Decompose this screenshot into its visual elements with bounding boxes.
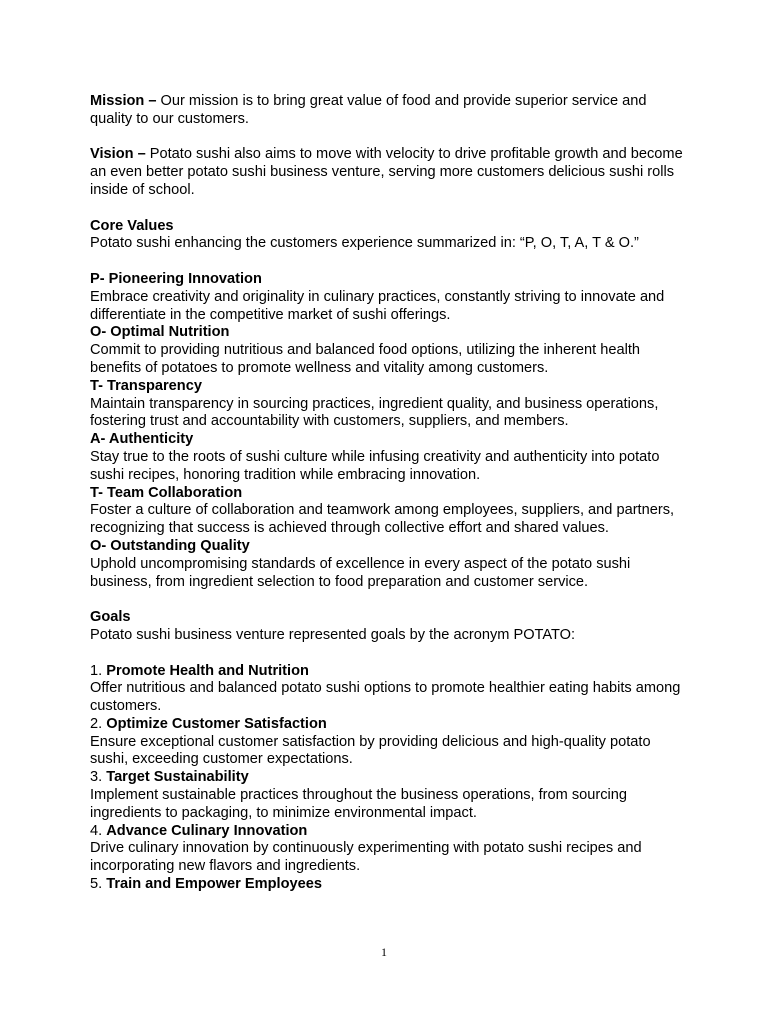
goal-title: 5. Train and Empower Employees xyxy=(90,876,322,893)
core-value-text: Uphold uncompromising standards of excellence in every aspect of the potato sushi business, from ingredient selection to food preparation and customer service. xyxy=(90,555,631,590)
vision-paragraph xyxy=(90,146,688,199)
goal-text: Offer nutritious and balanced potato sushi options to promote healthier eating habits among customers. xyxy=(90,680,681,715)
core-values-heading: Core Values xyxy=(90,217,174,234)
goal-text: Drive culinary innovation by continuously experimenting with potato sushi recipes and incorporating new flavors and ingredients. xyxy=(90,840,642,875)
goal-number: 1. xyxy=(90,662,103,679)
goals-heading: Goals xyxy=(90,609,131,626)
goal-title: 4. Advance Culinary Innovation xyxy=(90,822,308,839)
core-value-text: Foster a culture of collaboration and teamwork among employees, suppliers, and partners, recognizing that success is achieved through collective effort and shared values. xyxy=(90,502,675,537)
goal-title: 1. Promote Health and Nutrition xyxy=(90,662,309,679)
goal-number: 4. xyxy=(90,822,103,839)
mission-label: Mission – xyxy=(90,93,157,109)
page-number: 1 xyxy=(381,945,387,959)
goal-title: 2. Optimize Customer Satisfaction xyxy=(90,715,327,732)
goal-number: 5. xyxy=(90,876,103,893)
core-value-title: A- Authenticity xyxy=(90,431,194,448)
core-values-intro: Potato sushi enhancing the customers experience summarized in: “P, O, T, A, T & O.” xyxy=(90,235,639,252)
core-value-title: P- Pioneering Innovation xyxy=(90,270,262,287)
goal-number: 3. xyxy=(90,769,103,786)
core-value-text: Maintain transparency in sourcing practices, ingredient quality, and business operations, fostering trust and accountability with customers, suppliers, and members. xyxy=(90,395,659,430)
vision-text: Potato sushi also aims to move with velocity to drive profitable growth and become an even better potato sushi business venture, serving more customers delicious sushi rolls inside of school. xyxy=(90,146,683,198)
mission-text: Our mission is to bring great value of food and provide superior service and quality to our customers. xyxy=(90,93,647,127)
goal-title: 3. Target Sustainability xyxy=(90,769,249,786)
core-value-title: T- Transparency xyxy=(90,377,202,394)
vision-label: Vision – xyxy=(90,146,146,163)
goal-text: Implement sustainable practices throughout the business operations, from sourcing ingredients to packaging, to minimize environmental impact. xyxy=(90,787,628,821)
core-value-title: O- Outstanding Quality xyxy=(90,537,250,554)
goals-intro: Potato sushi business venture represented goals by the acronym POTATO: xyxy=(90,626,576,643)
goal-text: Ensure exceptional customer satisfaction by providing delicious and high-quality potato sushi, exceeding customer expectations. xyxy=(90,733,651,768)
core-value-text: Embrace creativity and originality in culinary practices, constantly striving to innovate and differentiate in the competitive market of sushi offerings. xyxy=(90,288,665,323)
core-value-title: O- Optimal Nutrition xyxy=(90,324,230,341)
core-value-text: Commit to providing nutritious and balanced food options, utilizing the inherent health benefits of potatoes to promote wellness and vitality among customers. xyxy=(90,342,641,376)
mission-paragraph xyxy=(90,93,688,129)
goal-number: 2. xyxy=(90,715,103,732)
core-value-title: T- Team Collaboration xyxy=(90,484,243,501)
core-value-text: Stay true to the roots of sushi culture while infusing creativity and authenticity into potato sushi recipes, honoring tradition while embracing innovation. xyxy=(90,448,660,483)
